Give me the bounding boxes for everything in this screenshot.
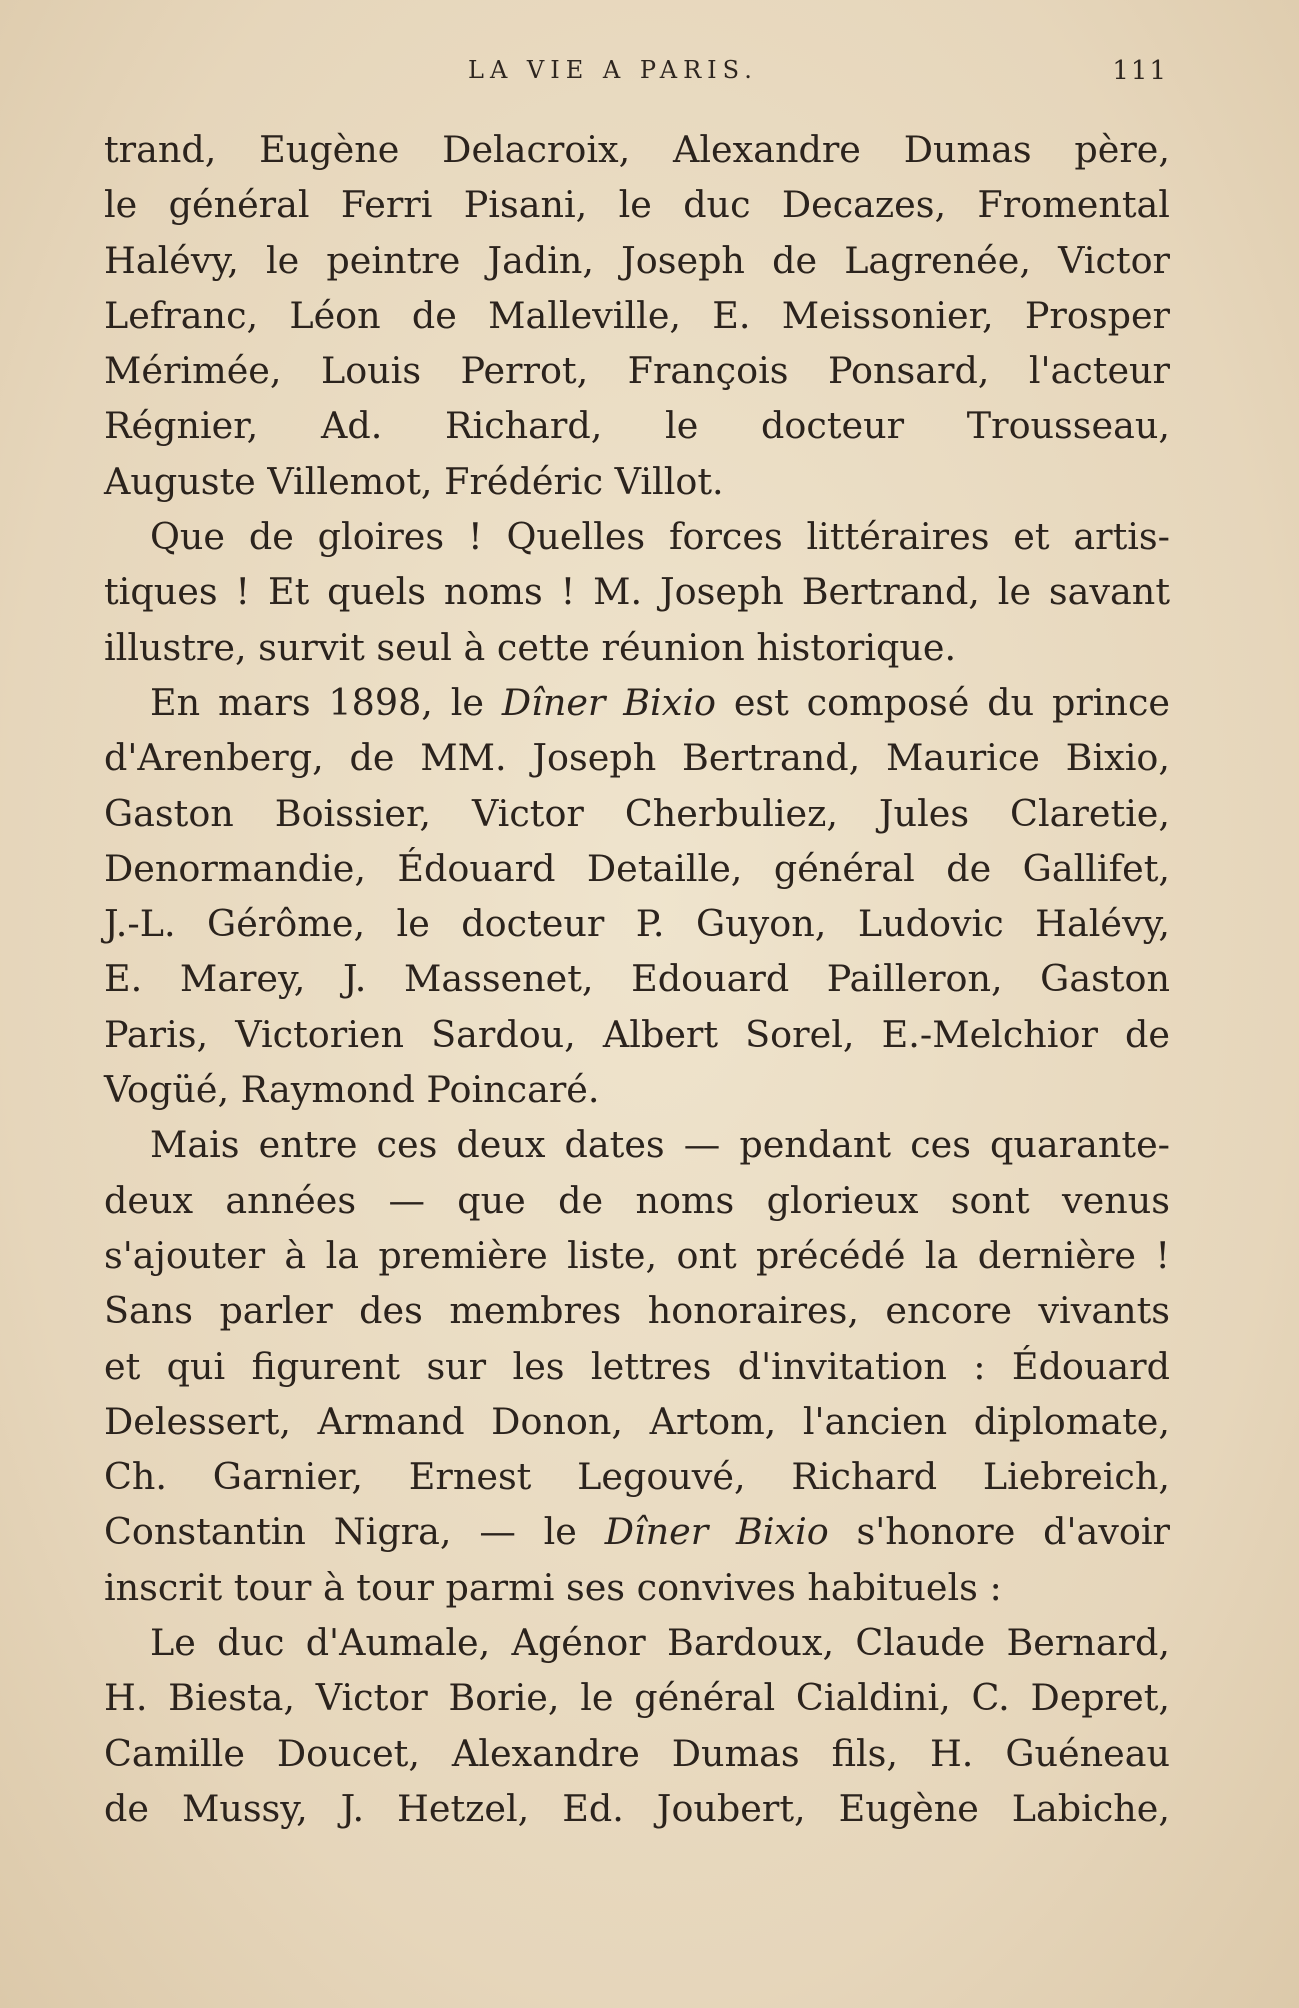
page-header [108,56,1168,96]
text-line: d'Arenberg, de MM. Joseph Bertrand, Maurice Bixio, [104,736,1170,780]
text-line: Gaston Boissier, Victor Cherbuliez, Jules Claretie, [104,791,1170,835]
italic-title: Dîner Bixio [501,680,716,724]
text-line: Vogüé, Raymond Poincaré. [104,1068,600,1112]
text-line: Paris, Victorien Sardou, Albert Sorel, E.-Melchior de [104,1012,1170,1056]
text-line: et qui figurent sur les lettres d'invitation : Édouard [104,1344,1170,1388]
text-line: inscrit tour à tour parmi ses convives habituels : [104,1565,1002,1609]
text-line: Denormandie, Édouard Detaille, général de Gallifet, [104,846,1170,890]
paragraph-start-line: Mais entre ces deux dates — pendant ces quarante- [150,1123,1170,1167]
text-line: J.-L. Gérôme, le docteur P. Guyon, Ludovic Halévy, [104,902,1170,946]
text-line: Régnier, Ad. Richard, le docteur Trousseau, [104,404,1170,448]
running-head: LA VIE A PARIS. [468,56,758,84]
text-line: deux années — que de noms glorieux sont venus [104,1178,1170,1222]
text-line: H. Biesta, Victor Borie, le général Cialdini, C. Depret, [104,1676,1170,1720]
text-line: trand, Eugène Delacroix, Alexandre Dumas père, [104,128,1170,171]
text-span: est composé du prince [715,680,1170,724]
text-span: Constantin Nigra, — le [104,1510,605,1554]
text-line: le général Ferri Pisani, le duc Decazes, Fromental [104,183,1170,227]
italic-title: Dîner Bixio [604,1510,829,1554]
text-line: Halévy, le peintre Jadin, Joseph de Lagrenée, Victor [104,238,1170,282]
text-span: s'honore d'avoir [828,1510,1170,1554]
page-number: 111 [1112,56,1168,86]
text-line: Camille Doucet, Alexandre Dumas fils, H. Guéneau [104,1731,1170,1775]
paragraph-start-line: Que de gloires ! Quelles forces littéraires et artis- [150,515,1170,559]
text-line: Sans parler des membres honoraires, encore vivants [104,1289,1170,1333]
text-line: s'ajouter à la première liste, ont précédé la dernière ! [104,1233,1170,1277]
body-text [104,122,1170,1836]
text-line: tiques ! Et quels noms ! M. Joseph Bertrand, le savant [104,570,1170,614]
paragraph-start-line: Le duc d'Aumale, Agénor Bardoux, Claude Bernard, [150,1621,1170,1665]
text-span: En mars 1898, le [150,680,502,724]
text-line: Lefranc, Léon de Malleville, E. Meissonier, Prosper [104,293,1170,337]
text-line: Ch. Garnier, Ernest Legouvé, Richard Liebreich, [104,1455,1170,1499]
text-line: illustre, survit seul à cette réunion historique. [104,625,957,669]
paragraph-start-line [104,675,1170,730]
text-line: de Mussy, J. Hetzel, Ed. Joubert, Eugène Labiche, [104,1786,1170,1830]
text-line: Auguste Villemot, Frédéric Villot. [104,459,724,503]
text-line: Delessert, Armand Donon, Artom, l'ancien diplomate, [104,1399,1170,1443]
text-line: E. Marey, J. Massenet, Edouard Pailleron, Gaston [104,957,1170,1001]
text-line [104,1504,1170,1559]
text-line: Mérimée, Louis Perrot, François Ponsard, l'acteur [104,349,1170,393]
